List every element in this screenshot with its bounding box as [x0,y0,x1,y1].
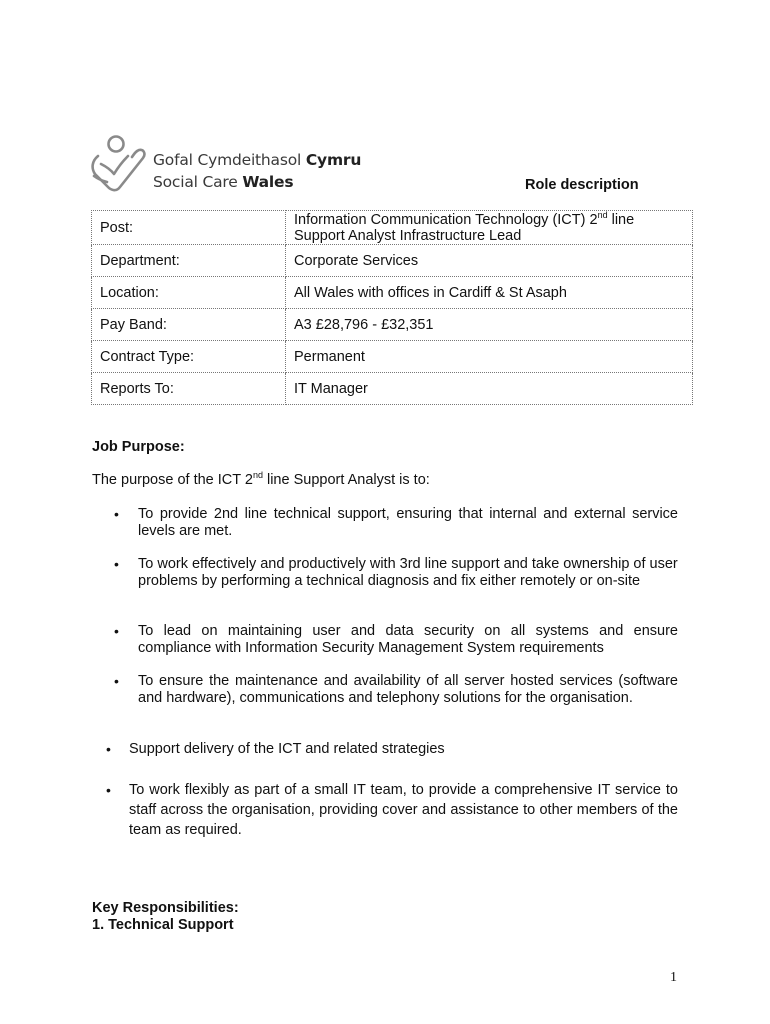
table-row [92,309,693,341]
job-purpose-intro: The purpose of the ICT 2nd line Support Analyst is to: [92,470,430,488]
pay-band-label: Pay Band: [92,309,286,341]
role-info-table [91,210,693,405]
department-value: Corporate Services [286,245,693,277]
post-label: Post: [92,211,286,245]
bullet-icon: • [114,506,119,522]
bullet-icon: • [106,741,111,757]
department-label: Department: [92,245,286,277]
location-value: All Wales with offices in Cardiff & St Asaph [286,277,693,309]
bullet-icon: • [114,556,119,572]
logo-wordmark: Gofal Cymdeithasol Cymru Social Care Wales [153,151,362,191]
table-row [92,277,693,309]
pay-band-value: A3 £28,796 - £32,351 [286,309,693,341]
reports-to-label: Reports To: [92,373,286,405]
reports-to-value: IT Manager [286,373,693,405]
bullet-icon: • [114,673,119,689]
post-value: Information Communication Technology (ICT) 2nd line Support Analyst Infrastructure Lead [286,211,693,245]
bullet-icon: • [114,623,119,639]
organisation-logo [89,134,369,196]
contract-type-value: Permanent [286,341,693,373]
document-title: Role description [525,177,639,193]
technical-support-subheading: 1. Technical Support [92,917,234,933]
bullet-icon: • [106,782,111,798]
location-label: Location: [92,277,286,309]
table-row [92,245,693,277]
table-row [92,373,693,405]
contract-type-label: Contract Type: [92,341,286,373]
job-purpose-heading: Job Purpose: [92,439,185,455]
table-row [92,341,693,373]
page-number: 1 [670,970,677,985]
table-row [92,211,693,245]
key-responsibilities-heading: Key Responsibilities: [92,900,239,916]
people-embrace-logo-icon [89,134,151,194]
